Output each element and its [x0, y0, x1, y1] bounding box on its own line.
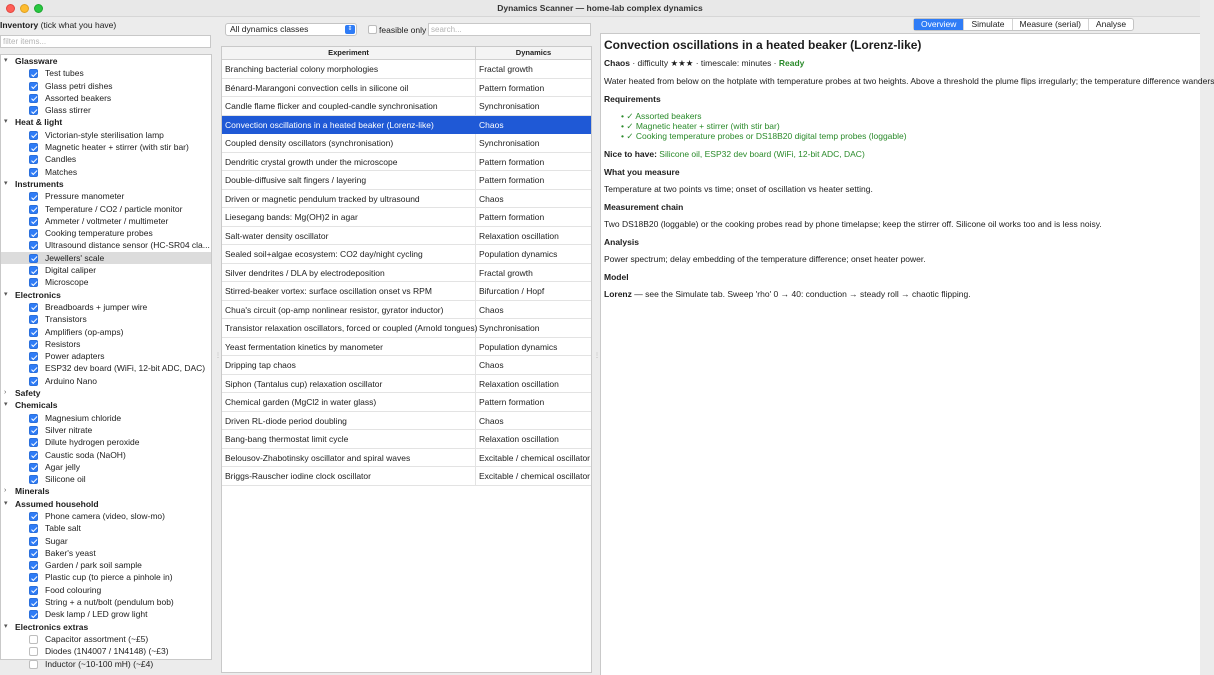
inventory-item[interactable] — [1, 522, 211, 534]
inventory-item[interactable] — [1, 412, 211, 424]
experiment-search-input[interactable] — [428, 23, 591, 36]
inventory-item-label: Candles — [45, 154, 77, 165]
inventory-item-checkbox[interactable] — [29, 217, 38, 226]
inventory-item[interactable] — [1, 510, 211, 522]
inventory-item-checkbox[interactable] — [29, 610, 38, 619]
meta-timescale: · timescale: minutes · — [695, 58, 777, 68]
inventory-item-checkbox[interactable] — [29, 549, 38, 558]
experiment-title: Convection oscillations in a heated beaker (Lorenz-like) — [604, 38, 922, 52]
inventory-item[interactable] — [1, 424, 211, 436]
inventory-item-checkbox[interactable] — [29, 377, 38, 386]
inventory-category[interactable] — [1, 387, 211, 399]
inventory-item-checkbox[interactable] — [29, 229, 38, 238]
feasible-only-checkbox[interactable] — [368, 25, 377, 34]
inventory-item-label: Table salt — [45, 523, 81, 534]
column-header-dynamics[interactable]: Dynamics — [515, 48, 552, 57]
requirements-list — [621, 111, 1197, 141]
dynamics-cell: Fractal growth — [479, 64, 533, 74]
split-handle-right[interactable]: ⋮ — [594, 353, 600, 359]
feasible-only-label: feasible only — [379, 25, 427, 35]
dynamics-cell: Relaxation oscillation — [479, 230, 559, 241]
inventory-item-label: Resistors — [45, 338, 81, 349]
inventory-item-label: Agar jelly — [45, 461, 80, 472]
table-row[interactable] — [222, 282, 591, 301]
inventory-item-label: Capacitor assortment (~£5) — [45, 633, 149, 644]
inventory-item[interactable] — [1, 190, 211, 202]
experiment-cell: Transistor relaxation oscillators, forced or coupled (Arnold tongues) — [222, 319, 476, 337]
inventory-item[interactable] — [1, 313, 211, 325]
inventory-item-label: Magnesium chloride — [45, 412, 122, 423]
inventory-item-label: Digital caliper — [45, 265, 97, 276]
requirements-heading: Requirements — [604, 94, 661, 104]
inventory-item[interactable] — [1, 215, 211, 227]
inventory-item-checkbox[interactable] — [29, 328, 38, 337]
inventory-category-label: Assumed household — [15, 498, 99, 509]
inventory-item-checkbox[interactable] — [29, 573, 38, 582]
detail-panel — [600, 33, 1214, 675]
inventory-item[interactable] — [1, 252, 211, 264]
inventory-item-label: Pressure manometer — [45, 191, 125, 202]
inventory-item-checkbox[interactable] — [29, 537, 38, 546]
inventory-item[interactable] — [1, 375, 211, 387]
inventory-item[interactable] — [1, 645, 211, 657]
inventory-item-checkbox[interactable] — [29, 352, 38, 361]
inventory-item[interactable] — [1, 153, 211, 165]
inventory-item-checkbox[interactable] — [29, 660, 38, 669]
inventory-item-label: Microscope — [45, 277, 89, 288]
inventory-item[interactable] — [1, 584, 211, 596]
inventory-item-label: Inductor (~10-100 mH) (~£4) — [45, 658, 154, 669]
table-row[interactable] — [222, 227, 591, 246]
inventory-item[interactable] — [1, 92, 211, 104]
status-badge: Ready — [778, 58, 805, 68]
inventory-item[interactable] — [1, 362, 211, 374]
nice-to-have — [604, 149, 1197, 159]
table-row[interactable] — [222, 467, 591, 486]
chevron-down-icon[interactable]: ▾ — [4, 290, 8, 298]
inventory-item[interactable] — [1, 227, 211, 239]
inventory-item-checkbox[interactable] — [29, 143, 38, 152]
table-row[interactable] — [222, 393, 591, 412]
dynamics-cell: Relaxation oscillation — [479, 434, 559, 444]
inventory-item-checkbox[interactable] — [29, 512, 38, 521]
inventory-item-label: Diodes (1N4007 / 1N4148) (~£3) — [45, 646, 169, 657]
inventory-item-label: Jewellers' scale — [45, 252, 105, 263]
dynamics-cell: Chaos — [479, 193, 504, 204]
inventory-category-label: Instruments — [15, 178, 64, 189]
experiment-cell: Salt-water density oscillator — [222, 227, 476, 245]
inventory-item-label: Ultrasound distance sensor (HC-SR04 cla... — [45, 240, 210, 251]
inventory-item-label: Silicone oil — [45, 474, 86, 485]
inventory-item-label: Test tubes — [45, 68, 84, 79]
inventory-item-checkbox[interactable] — [29, 475, 38, 484]
inventory-item-checkbox[interactable] — [29, 635, 38, 644]
experiment-cell: Siphon (Tantalus cup) relaxation oscillator — [222, 375, 476, 393]
inventory-category-label: Electronics extras — [15, 621, 89, 632]
experiment-cell: Liesegang bands: Mg(OH)2 in agar — [222, 208, 476, 226]
analysis-text: Power spectrum; delay embedding of the temperature difference; onset heater power. — [604, 254, 926, 264]
inventory-category[interactable] — [1, 621, 211, 633]
table-row[interactable] — [222, 208, 591, 227]
inventory-item-label: Transistors — [45, 314, 87, 325]
dynamics-cell: Chaos — [479, 360, 504, 370]
chevron-down-icon[interactable]: ▾ — [4, 179, 8, 187]
table-row[interactable] — [222, 97, 591, 116]
inventory-item-checkbox[interactable] — [29, 168, 38, 177]
inventory-item-checkbox[interactable] — [29, 451, 38, 460]
dynamics-cell: Population dynamics — [479, 341, 558, 352]
inventory-item-checkbox[interactable] — [29, 315, 38, 324]
inventory-item-checkbox[interactable] — [29, 647, 38, 656]
inventory-tree[interactable] — [0, 54, 212, 669]
dynamics-cell: Pattern formation — [479, 175, 545, 185]
inventory-item[interactable] — [1, 276, 211, 288]
dynamics-cell: Chaos — [479, 415, 504, 426]
inventory-item[interactable] — [1, 473, 211, 485]
table-row[interactable] — [222, 338, 591, 357]
requirement-item: • ✓ Assorted beakers — [621, 111, 1197, 121]
inventory-item-checkbox[interactable] — [29, 414, 38, 423]
dynamics-cell: Synchronisation — [479, 323, 540, 333]
table-row[interactable] — [222, 301, 591, 320]
tab-overview[interactable]: Overview — [914, 19, 964, 30]
inventory-item-label: Victorian-style sterilisation lamp — [45, 129, 164, 140]
inventory-item-label: Matches — [45, 166, 78, 177]
inventory-item[interactable] — [1, 301, 211, 313]
inventory-item-label: Glass petri dishes — [45, 80, 113, 91]
inventory-item-label: Sugar — [45, 535, 68, 546]
table-row[interactable] — [222, 356, 591, 375]
inventory-item[interactable] — [1, 535, 211, 547]
table-row[interactable] — [222, 79, 591, 98]
experiment-cell: Yeast fermentation kinetics by manometer — [222, 338, 476, 356]
inventory-category-label: Electronics — [15, 289, 61, 300]
inventory-item-label: Garden / park soil sample — [45, 560, 142, 571]
chevron-right-icon[interactable]: › — [4, 487, 7, 495]
dynamics-cell: Pattern formation — [479, 82, 545, 93]
chain-heading: Measurement chain — [604, 202, 684, 212]
experiment-cell: Branching bacterial colony morphologies — [222, 60, 476, 78]
inventory-item[interactable] — [1, 166, 211, 178]
title-bar — [0, 0, 1200, 17]
inventory-item[interactable] — [1, 239, 211, 251]
requirement-item: • ✓ Magnetic heater + stirrer (with stir bar) — [621, 121, 1197, 131]
inventory-item-label: Phone camera (video, slow-mo) — [45, 510, 165, 521]
inventory-item-label: Temperature / CO2 / particle monitor — [45, 203, 183, 214]
inventory-item-checkbox[interactable] — [29, 438, 38, 447]
inventory-item-checkbox[interactable] — [29, 426, 38, 435]
inventory-item-label: Food colouring — [45, 584, 102, 595]
split-handle-left[interactable]: ⋮ — [215, 353, 221, 359]
inventory-item[interactable] — [1, 67, 211, 79]
tab-measure-serial[interactable]: Measure (serial) — [1013, 19, 1089, 30]
analysis-heading: Analysis — [604, 237, 639, 247]
dynamics-class-select[interactable] — [225, 23, 357, 36]
inventory-category[interactable] — [1, 289, 211, 301]
chevron-down-icon[interactable]: ▾ — [4, 499, 8, 507]
inventory-item[interactable] — [1, 436, 211, 448]
inventory-item-label: Cooking temperature probes — [45, 228, 153, 239]
tab-simulate[interactable]: Simulate — [964, 19, 1012, 30]
inventory-item-checkbox[interactable] — [29, 254, 38, 263]
inventory-item-checkbox[interactable] — [29, 94, 38, 103]
table-row[interactable] — [222, 412, 591, 431]
table-row[interactable] — [222, 60, 591, 79]
inventory-item-checkbox[interactable] — [29, 241, 38, 250]
inventory-item-checkbox[interactable] — [29, 155, 38, 164]
inventory-item-label: String + a nut/bolt (pendulum bob) — [45, 597, 174, 608]
select-chevron-icon: ⇕ — [345, 25, 355, 34]
inventory-item-label: Silver nitrate — [45, 424, 93, 435]
experiment-cell: Candle flame flicker and coupled-candle synchronisation — [222, 97, 476, 115]
dynamics-cell: Chaos — [479, 119, 504, 130]
experiment-cell: Double-diffusive salt fingers / layering — [222, 171, 476, 189]
table-body — [222, 60, 591, 486]
inventory-item-checkbox[interactable] — [29, 586, 38, 595]
inventory-item-label: Glass stirrer — [45, 105, 91, 116]
inventory-item-checkbox[interactable] — [29, 524, 38, 533]
table-header — [222, 47, 591, 60]
experiment-cell: Bang-bang thermostat limit cycle — [222, 430, 476, 448]
inventory-item-label: Power adapters — [45, 351, 105, 362]
inventory-item[interactable] — [1, 203, 211, 215]
inventory-item-label: Ammeter / voltmeter / multimeter — [45, 215, 169, 226]
inventory-item-label: Dilute hydrogen peroxide — [45, 437, 140, 448]
inventory-heading — [0, 20, 116, 30]
inventory-item[interactable] — [1, 338, 211, 350]
dynamics-cell: Population dynamics — [479, 249, 558, 259]
experiment-cell: Stirred-beaker vortex: surface oscillation onset vs RPM — [222, 282, 476, 300]
inventory-item-checkbox[interactable] — [29, 69, 38, 78]
tab-analyse[interactable]: Analyse — [1095, 19, 1127, 29]
inventory-item[interactable] — [1, 633, 211, 645]
inventory-filter-input[interactable] — [0, 35, 211, 48]
inventory-category[interactable] — [1, 116, 211, 128]
experiment-cell: Dripping tap chaos — [222, 356, 476, 374]
experiment-cell: Silver dendrites / DLA by electrodeposition — [222, 264, 476, 282]
measure-text: Temperature at two points vs time; onset of oscillation vs heater setting. — [604, 184, 873, 194]
experiment-cell: Sealed soil+algae ecosystem: CO2 day/night cycling — [222, 245, 476, 263]
inventory-item[interactable] — [1, 326, 211, 338]
inventory-item-checkbox[interactable] — [29, 561, 38, 570]
experiment-description: Water heated from below on the hotplate with temperature probes at two heights. Above a threshold the plume flips irregularly; the temperature difference wanders — [604, 76, 1214, 86]
inventory-item-checkbox[interactable] — [29, 82, 38, 91]
inventory-item[interactable] — [1, 461, 211, 473]
experiment-cell: Bénard-Marangoni convection cells in silicone oil — [222, 79, 476, 97]
window-title: Dynamics Scanner — home-lab complex dynamics — [497, 3, 703, 13]
inventory-category-label: Minerals — [15, 486, 50, 497]
inventory-heading-note: (tick what you have) — [40, 20, 117, 30]
inventory-item[interactable] — [1, 264, 211, 276]
inventory-category[interactable] — [1, 485, 211, 497]
inventory-item-checkbox[interactable] — [29, 364, 38, 373]
inventory-category[interactable] — [1, 55, 211, 67]
inventory-item-checkbox[interactable] — [29, 266, 38, 275]
experiment-cell: Dendritic crystal growth under the microscope — [222, 153, 476, 171]
inventory-item-label: Plastic cup (to pierce a pinhole in) — [45, 572, 173, 583]
inventory-item-label: Magnetic heater + stirrer (with stir bar) — [45, 142, 189, 153]
requirement-item: • ✓ Cooking temperature probes or DS18B20 digital temp probes (loggable) — [621, 131, 1197, 141]
detail-tab-bar — [913, 18, 1134, 31]
dynamics-cell: Pattern formation — [479, 397, 545, 407]
meta-dynamics: Chaos — [604, 58, 630, 68]
inventory-category-label: Glassware — [15, 56, 58, 66]
inventory-item[interactable] — [1, 571, 211, 583]
table-row[interactable] — [222, 153, 591, 172]
inventory-item-label: Desk lamp / LED grow light — [45, 609, 148, 620]
model-heading: Model — [604, 272, 629, 282]
dynamics-cell: Chaos — [479, 304, 504, 315]
inventory-heading-label: Inventory — [0, 20, 39, 30]
inventory-item-checkbox[interactable] — [29, 340, 38, 349]
experiment-cell: Belousov-Zhabotinsky oscillator and spiral waves — [222, 449, 476, 467]
inventory-item[interactable] — [1, 449, 211, 461]
table-row[interactable] — [222, 264, 591, 283]
experiment-cell: Chua's circuit (op-amp nonlinear resistor, gyrator inductor) — [222, 301, 476, 319]
inventory-item[interactable] — [1, 104, 211, 116]
table-row[interactable] — [222, 245, 591, 264]
inventory-category-label: Safety — [15, 388, 41, 399]
chevron-down-icon[interactable]: ▾ — [4, 57, 8, 64]
column-header-experiment[interactable]: Experiment — [222, 47, 476, 59]
inventory-item-checkbox[interactable] — [29, 598, 38, 607]
dynamics-cell: Fractal growth — [479, 267, 533, 278]
inventory-item-label: Assorted beakers — [45, 92, 112, 103]
model-text — [604, 289, 1197, 299]
nice-to-have-label: Nice to have: — [604, 149, 657, 159]
experiment-cell: Chemical garden (MgCl2 in water glass) — [222, 393, 476, 411]
inventory-category[interactable] — [1, 498, 211, 510]
model-name: Lorenz — [604, 289, 632, 299]
inventory-item-checkbox[interactable] — [29, 192, 38, 201]
inventory-item[interactable] — [1, 608, 211, 620]
inventory-item[interactable] — [1, 658, 211, 670]
inventory-item[interactable] — [1, 596, 211, 608]
chain-text: Two DS18B20 (loggable) or the cooking probes read by phone timelapse; keep the stirrer off. Silicone oil works too and is less noisy. — [604, 219, 1102, 229]
experiment-cell: Driven or magnetic pendulum tracked by ultrasound — [222, 190, 476, 208]
meta-difficulty-stars: ★★★ — [670, 58, 694, 68]
inventory-item-label: Caustic soda (NaOH) — [45, 449, 126, 460]
chevron-down-icon[interactable]: ▾ — [4, 401, 8, 409]
table-row[interactable] — [222, 190, 591, 209]
dynamics-class-select-value: All dynamics classes — [230, 24, 309, 34]
inventory-item-label: Baker's yeast — [45, 547, 96, 558]
dynamics-cell: Bifurcation / Hopf — [479, 286, 545, 296]
inventory-item-checkbox[interactable] — [29, 205, 38, 214]
dynamics-cell: Pattern formation — [479, 212, 545, 222]
inventory-item-label: Breadboards + jumper wire — [45, 301, 148, 312]
dynamics-cell: Excitable / chemical oscillator — [479, 452, 591, 463]
table-row[interactable] — [222, 449, 591, 468]
inventory-item[interactable] — [1, 350, 211, 362]
inventory-item[interactable] — [1, 141, 211, 153]
inventory-category[interactable] — [1, 178, 211, 190]
experiment-meta — [604, 58, 1197, 69]
measure-heading: What you measure — [604, 167, 680, 177]
dynamics-cell: Relaxation oscillation — [479, 378, 559, 389]
meta-difficulty-label: · difficulty — [632, 58, 669, 68]
inventory-category[interactable] — [1, 399, 211, 411]
inventory-item-checkbox[interactable] — [29, 106, 38, 115]
table-row[interactable] — [222, 430, 591, 449]
chevron-down-icon[interactable]: ▾ — [4, 622, 8, 630]
inventory-item-label: Arduino Nano — [45, 375, 97, 386]
inventory-item[interactable] — [1, 80, 211, 92]
inventory-item-checkbox[interactable] — [29, 303, 38, 312]
inventory-item[interactable] — [1, 559, 211, 571]
experiment-cell: Convection oscillations in a heated beaker (Lorenz-like) — [222, 116, 476, 134]
dynamics-cell: Pattern formation — [479, 156, 545, 167]
inventory-category-label: Heat & light — [15, 117, 63, 128]
inventory-item[interactable] — [1, 547, 211, 559]
table-row[interactable] — [222, 134, 591, 153]
table-row[interactable] — [222, 116, 591, 135]
experiment-cell: Briggs-Rauscher iodine clock oscillator — [222, 467, 476, 485]
inventory-item[interactable] — [1, 129, 211, 141]
table-row[interactable] — [222, 375, 591, 394]
inventory-category-label: Chemicals — [15, 400, 58, 411]
table-row[interactable] — [222, 171, 591, 190]
experiment-cell: Coupled density oscillators (synchronisation) — [222, 134, 476, 152]
inventory-item-label: Amplifiers (op-amps) — [45, 326, 124, 337]
model-description: — see the Simulate tab. Sweep 'rho' 0 → 40: conduction → steady roll → chaotic flipping. — [631, 289, 971, 299]
nice-to-have-items: Silicone oil, ESP32 dev board (WiFi, 12-bit ADC, DAC) — [659, 149, 865, 159]
experiment-table — [221, 46, 592, 673]
inventory-item-checkbox[interactable] — [29, 131, 38, 140]
dynamics-cell: Synchronisation — [479, 101, 540, 111]
inventory-item-checkbox[interactable] — [29, 278, 38, 287]
dynamics-cell: Synchronisation — [479, 138, 540, 148]
inventory-item-checkbox[interactable] — [29, 463, 38, 472]
inventory-item-label: ESP32 dev board (WiFi, 12-bit ADC, DAC) — [45, 363, 206, 374]
experiment-cell: Driven RL-diode period doubling — [222, 412, 476, 430]
table-row[interactable] — [222, 319, 591, 338]
chevron-down-icon[interactable]: ▾ — [4, 118, 8, 126]
dynamics-cell: Excitable / chemical oscillator — [479, 471, 591, 481]
chevron-right-icon[interactable]: › — [4, 389, 7, 397]
